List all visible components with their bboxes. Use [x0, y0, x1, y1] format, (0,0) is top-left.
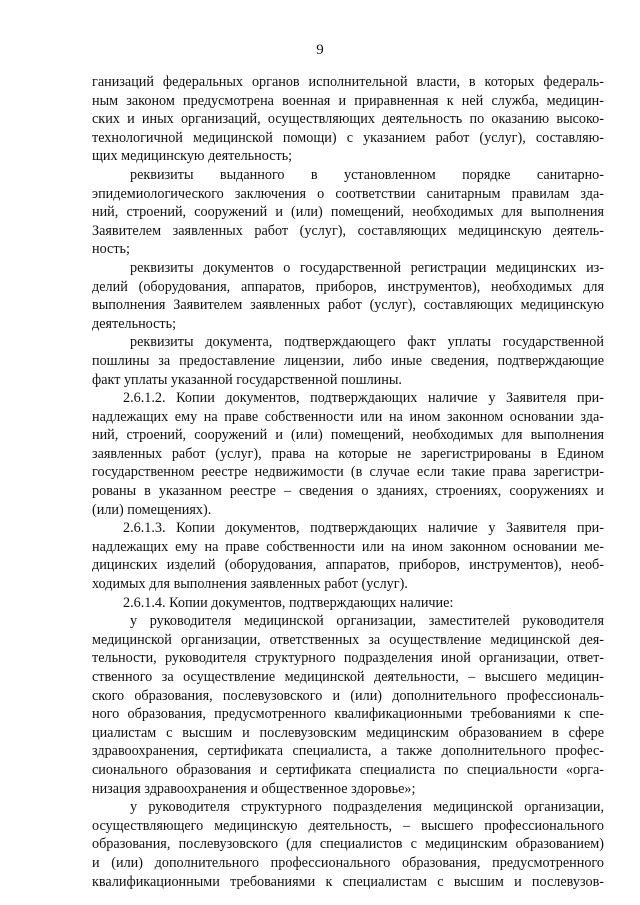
text-line: и (или) дополнительного профессионального образования, предусмотренного [92, 854, 604, 871]
text-line: факт уплаты указанной государственной пошлины. [92, 371, 402, 388]
text-line: эпидемиологического заключения о соответствии санитарным правилам зда- [92, 185, 604, 202]
text-line: у руководителя медицинской организации, заместителей руководителя [130, 613, 604, 630]
text-line: ственного за осуществление медицинской деятельности, – высшего медицин- [92, 669, 604, 685]
text-line: щих медицинскую деятельность; [92, 148, 293, 165]
text-line: ходимых для выполнения заявленных работ (услуг). [92, 576, 408, 593]
text-line: 2.6.1.3. Копии документов, подтверждающих наличие у Заявителя при- [123, 520, 604, 537]
text-line: 2.6.1.2. Копии документов, подтверждающих наличие у Заявителя при- [123, 390, 604, 407]
text-line: реквизиты выданного в установленном порядке санитарно- [130, 166, 604, 183]
text-line: технологичной медицинской помощи) с указанием работ (услуг), составляю- [92, 129, 604, 146]
text-line: Заявителем заявленных работ (услуг), составляющих медицинскую деятель- [92, 222, 604, 239]
text-line: ным законом предусмотрена военная и приравненная к ней служба, медицин- [92, 92, 604, 109]
text-line: ского образования, послевузовского и (или) дополнительного профессиональ- [92, 687, 604, 704]
text-line: 2.6.1.4. Копии документов, подтверждающих наличие: [123, 594, 454, 611]
text-line: надлежащих ему на праве собственности или на ином законном основании зда- [92, 408, 604, 425]
text-line: ний, строений, сооружений и (или) помещений, необходимых для выполнения [92, 204, 604, 221]
text-line: ность; [92, 241, 130, 258]
text-line: ного образования, предусмотренного квалификационными требованиями к спе- [92, 706, 604, 723]
text-line: здравоохранения, сертификата специалиста, а также дополнительного профес- [92, 743, 604, 760]
text-line: квалификационными требованиями к специалистам с высшим и послевузов- [92, 873, 604, 890]
text-line: деятельность; [92, 315, 177, 332]
text-line: дицинских изделий (оборудования, аппаратов, приборов, инструментов), необ- [92, 557, 604, 574]
text-line: пошлины за предоставление лицензии, либо иные сведения, подтверждающие [92, 352, 604, 369]
page-number: 9 [316, 42, 324, 58]
text-line: государственном реестре недвижимости (в случае если такие права зарегистри- [92, 464, 604, 481]
text-line: низация здравоохранения и общественное здоровье»; [92, 780, 416, 797]
text-line: у руководителя структурного подразделения медицинской организации, [130, 799, 604, 816]
text-line: тельности, руководителя структурного подразделения иной организации, ответ- [92, 650, 604, 667]
body-text [92, 73, 604, 891]
text-line: реквизиты документов о государственной регистрации медицинских из- [130, 259, 604, 276]
text-line: циалистам с высшим и послевузовским медицинским образованием в сфере [92, 724, 604, 741]
text-line: сионального образования и сертификата специалиста по специальности «орга- [92, 761, 604, 778]
text-line: ганизаций федеральных органов исполнительной власти, в которых федераль- [92, 74, 604, 90]
text-line: реквизиты документа, подтверждающего факт уплаты государственной [130, 334, 604, 351]
text-line: надлежащих ему на праве собственности или на ином законном основании ме- [92, 538, 604, 555]
text-line: делий (оборудования, аппаратов, приборов, инструментов), необходимых для [92, 278, 604, 295]
text-line: медицинской организации, ответственных за осуществление медицинской дея- [92, 631, 604, 648]
text-line: ний, строений, сооружений и (или) помещений, необходимых для выполнения [92, 427, 604, 444]
text-line: рованы в указанном реестре – сведения о зданиях, строениях, сооружениях и [92, 483, 604, 500]
text-line: заявленных работ (услуг), права на которые не зарегистрированы в Едином [92, 445, 604, 462]
text-line: ских и иных организаций, осуществляющих деятельность по оказанию высоко- [92, 111, 604, 128]
text-line: выполнения Заявителем заявленных работ (услуг), составляющих медицинскую [92, 297, 604, 314]
text-line: образования, послевузовского (для специалистов с медицинским образованием) [92, 836, 604, 853]
text-line: осуществляющего медицинскую деятельность, – высшего профессионального [92, 817, 604, 834]
text-line: (или) помещениях). [92, 501, 212, 518]
